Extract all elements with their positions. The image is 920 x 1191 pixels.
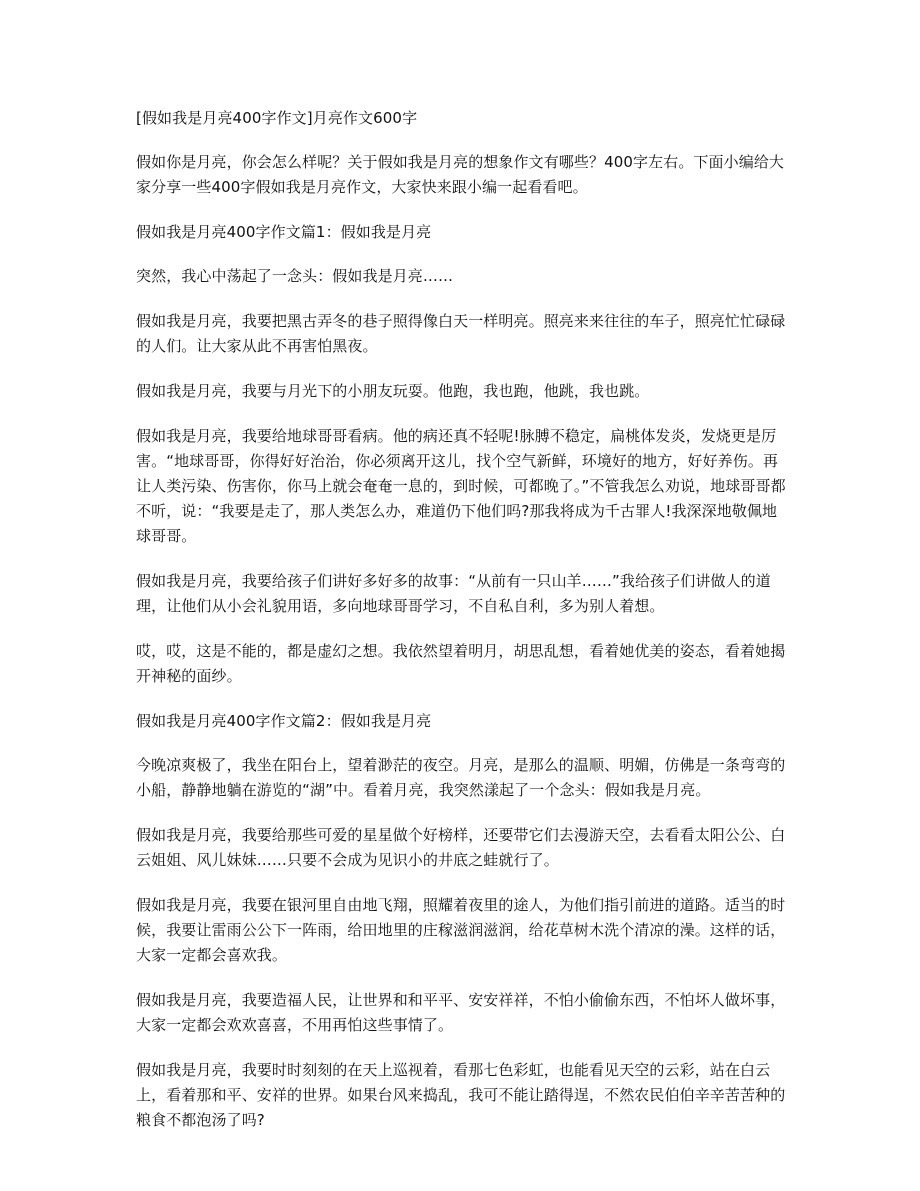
- body-paragraph: 假如我是月亮，我要造福人民，让世界和和平平、安安祥祥，不怕小偷偷东西，不怕坏人做坏事，大家一定都会欢欢喜喜，不用再怕这些事情了。: [136, 991, 786, 1034]
- body-paragraph: 今晚凉爽极了，我坐在阳台上，望着渺茫的夜空。月亮，是那么的温顺、明媚，仿佛是一条弯弯的小船，静静地躺在游览的“湖”中。看着月亮，我突然漾起了一个念头：假如我是月亮。: [136, 756, 786, 799]
- section-heading-1: 假如我是月亮400字作文篇1：假如我是月亮: [136, 223, 432, 241]
- intro-paragraph: 假如你是月亮，你会怎么样呢？关于假如我是月亮的想象作文有哪些？400字左右。下面小编给大家分享一些400字假如我是月亮作文，大家快来跟小编一起看看吧。: [136, 153, 785, 196]
- section-heading-2: 假如我是月亮400字作文篇2：假如我是月亮: [136, 712, 432, 730]
- body-paragraph: 假如我是月亮，我要给孩子们讲好多好多的故事：“从前有一只山羊……”我给孩子们讲做人的道理，让他们从小会礼貌用语，多向地球哥哥学习，不自私自利，多为别人着想。: [136, 572, 771, 615]
- body-paragraph: 假如我是月亮，我要与月光下的小朋友玩耍。他跑，我也跑，他跳，我也跳。: [136, 382, 650, 400]
- body-paragraph: 假如我是月亮，我要给那些可爱的星星做个好榜样，还要带它们去漫游天空，去看看太阳公公、白云姐姐、风儿妹妹……只要不会成为见识小的井底之蛙就行了。: [136, 826, 786, 869]
- body-paragraph: 突然，我心中荡起了一念头：假如我是月亮……: [136, 267, 454, 285]
- document-title: [假如我是月亮400字作文]月亮作文600字: [136, 109, 418, 127]
- body-paragraph: 假如我是月亮，我要给地球哥哥看病。他的病还真不轻呢!脉膊不稳定，扁桃体发炎，发烧更是厉害。“地球哥哥，你得好好治治，你必须离开这儿，找个空气新鲜，环境好的地方，好好养伤。再让人类污染、伤害你，你马上就会奄奄一息的，到时候，可都晚了。”不管我怎么劝说，地球哥哥都不听，说：“我要是走了，那人类怎么办，难道仍下他们吗?那我将成为千古罪人!我深深地敬佩地球哥哥。: [136, 427, 786, 545]
- body-paragraph: 假如我是月亮，我要把黑古弄冬的巷子照得像白天一样明亮。照亮来来往往的车子，照亮忙忙碌碌的人们。让大家从此不再害怕黑夜。: [136, 312, 786, 355]
- body-paragraph: 假如我是月亮，我要时时刻刻的在天上巡视着，看那七色彩虹，也能看见天空的云彩，站在白云上，看着那和平、安祥的世界。如果台风来捣乱，我可不能让踏得逞，不然农民伯伯辛辛苦苦种的粮食不都泡汤了吗?: [136, 1061, 786, 1129]
- body-paragraph: 假如我是月亮，我要在银河里自由地飞翔，照耀着夜里的途人，为他们指引前进的道路。适当的时候，我要让雷雨公公下一阵雨，给田地里的庄稼滋润滋润，给花草树木洗个清凉的澡。这样的话，大家一定都会喜欢我。: [136, 896, 786, 964]
- document-body: [136, 106, 786, 1153]
- body-paragraph: 哎，哎，这是不能的，都是虚幻之想。我依然望着明月，胡思乱想，看着她优美的姿态，看着她揭开神秘的面纱。: [136, 642, 786, 685]
